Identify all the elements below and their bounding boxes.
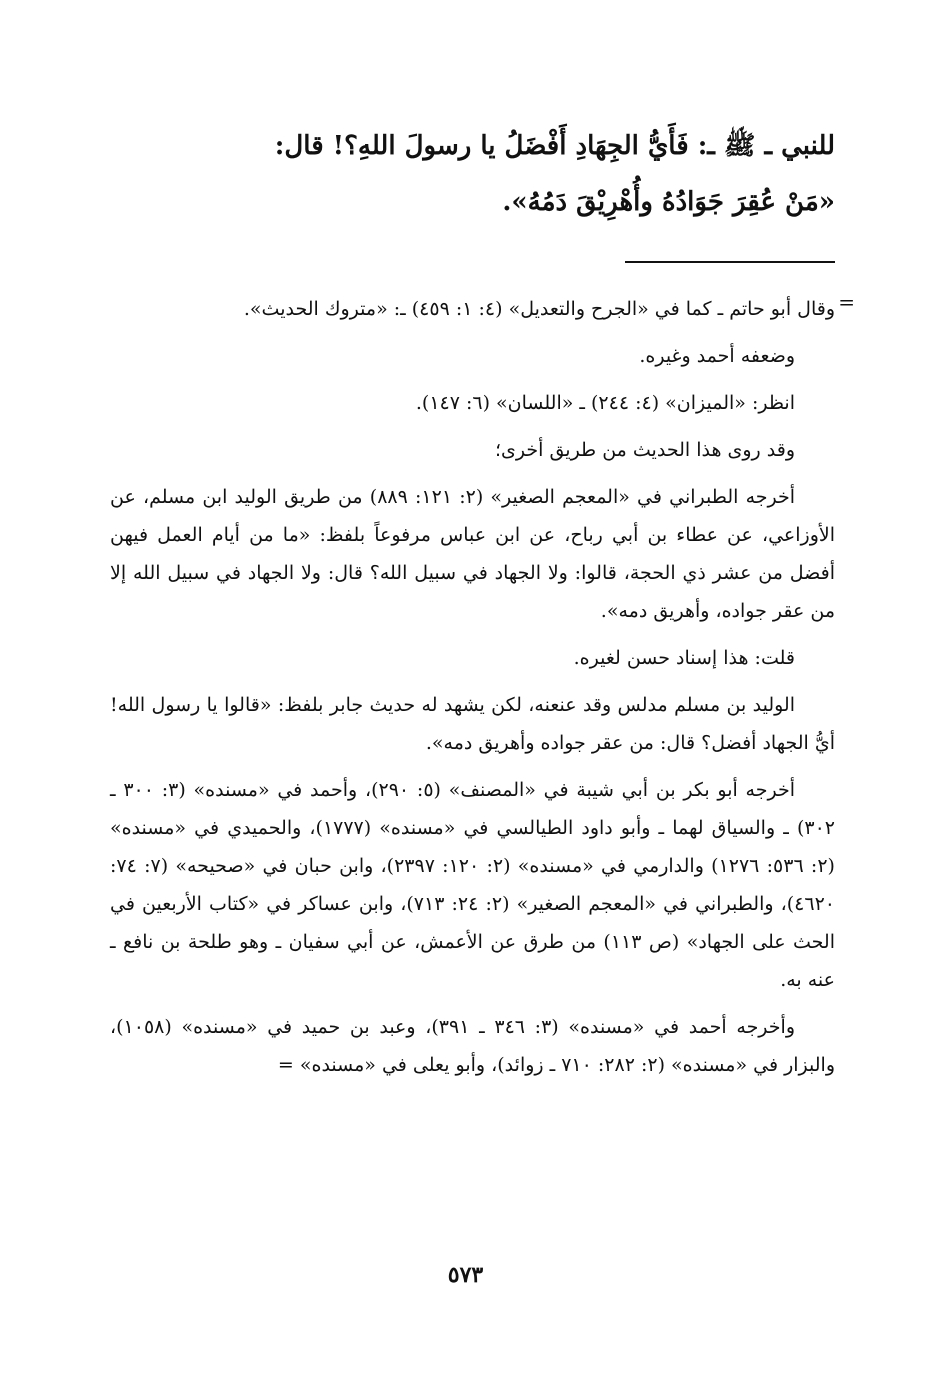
footnote-paragraph: أخرجه أبو بكر بن أبي شيبة في «المصنف» (٥: ٢٩٠)، وأحمد في «مسنده» (٣: ٣٠٠ ـ ٣٠٢) ـ والسياق لهما ـ وأبو داود الطيالسي في «مسنده» (١٧٧٧)، والحميدي في «مسنده» (٢: ٥٣٦: ١٢٧٦) والدارمي في «مسنده» (٢: ١٢٠: ٢٣٩٧)، وابن حبان في «صحيحه» (٧: ٧٤: ٤٦٢٠)، والطبراني في «المعجم الصغير» (٢: ٢٤: ٧١٣)، وابن عساكر في «كتاب الأربعين في الحث على الجهاد» (ص ١١٣) من طرق عن الأعمش، عن أبي سفيان ـ وهو طلحة بن نافع ـ عنه به. xyxy=(110,779,835,991)
footnote-paragraph: وقال أبو حاتم ـ كما في «الجرح والتعديل» (٤: ١: ٤٥٩) ـ: «متروك الحديث». xyxy=(243,298,835,320)
footnote-continuation-marker: = xyxy=(838,290,855,314)
footnotes xyxy=(110,290,835,1093)
footnote-paragraph: انظر: «الميزان» (٤: ٢٤٤) ـ «اللسان» (٦: ١٤٧). xyxy=(415,392,795,414)
main-text-line-1: للنبي ـ ﷺ ـ: فَأَيُّ الجِهَادِ أَفْضَلُ يا رسولَ اللهِ؟! قال: xyxy=(274,131,835,161)
footnote-paragraph: قلت: هذا إسناد حسن لغيره. xyxy=(573,647,795,669)
page-number: ٥٧٣ xyxy=(447,1262,484,1288)
footnote-divider xyxy=(625,261,835,263)
footnote-paragraph: وأخرجه أحمد في «مسنده» (٣: ٣٤٦ ـ ٣٩١)، وعبد بن حميد في «مسنده» (١٠٥٨)، والبزار في «مسنده» (٢: ٢٨٢: ٧١٠ ـ زوائد)، وأبو يعلى في «مسنده» = xyxy=(110,1016,835,1076)
footnote-paragraph: الوليد بن مسلم مدلس وقد عنعنه، لكن يشهد له حديث جابر بلفظ: «قالوا يا رسول الله! أيُّ الجهاد أفضل؟ قال: من عقر جواده وأهريق دمه». xyxy=(110,694,835,754)
main-text-line-2: «مَنْ عُقِرَ جَوَادُهُ وأُهْرِيْقَ دَمُهُ». xyxy=(502,187,835,217)
footnote-paragraph: أخرجه الطبراني في «المعجم الصغير» (٢: ١٢١: ٨٨٩) من طريق الوليد ابن مسلم، عن الأوزاعي، عن عطاء بن أبي رباح، عن ابن عباس مرفوعاً بلفظ: «ما من أيام العمل فيهن أفضل من عشر ذي الحجة، قالوا: ولا الجهاد في سبيل الله؟ قال: ولا الجهاد في سبيل الله إلا من عقر جواده، وأهريق دمه». xyxy=(110,486,835,622)
footnote-paragraph: وقد روى هذا الحديث من طريق أخرى؛ xyxy=(494,439,795,461)
footnote-paragraph: وضعفه أحمد وغيره. xyxy=(639,345,795,367)
